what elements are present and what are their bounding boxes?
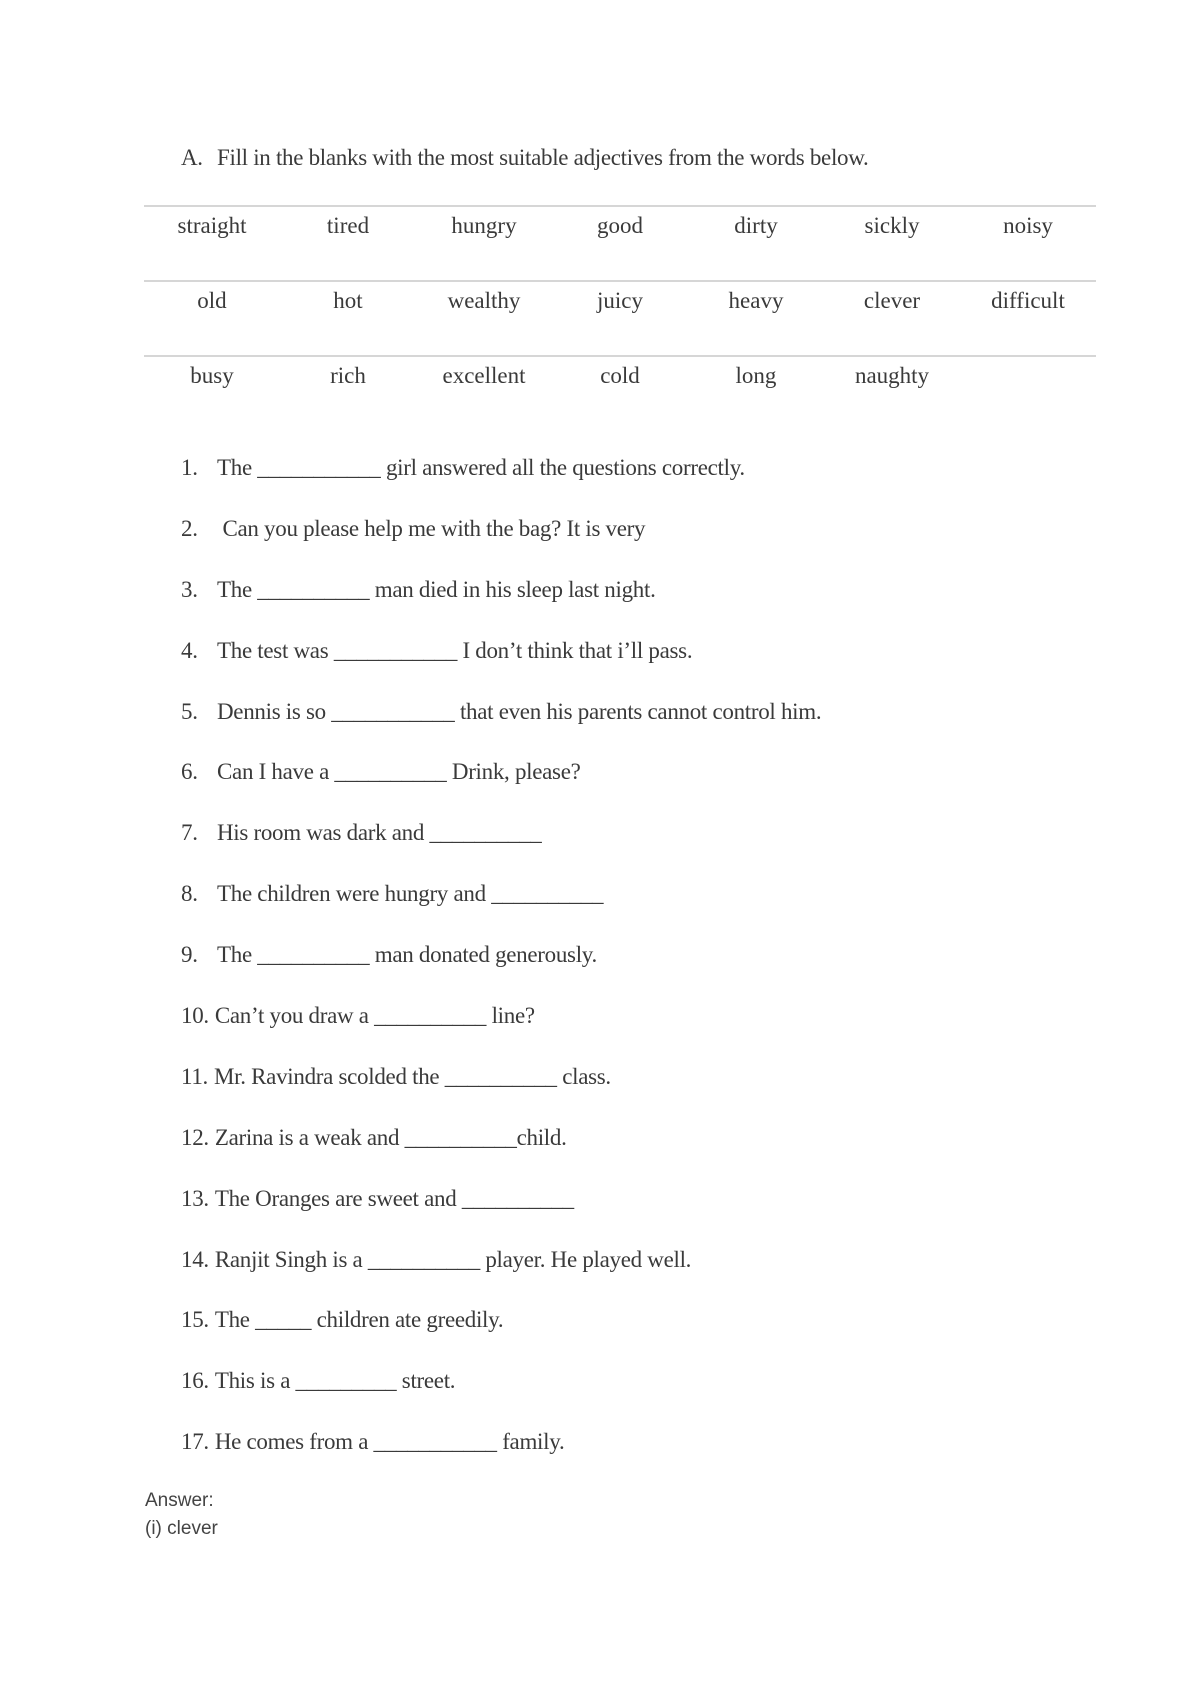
word-bank-cell: hungry: [416, 206, 552, 281]
word-bank-cell: sickly: [824, 206, 960, 281]
word-bank-cell: heavy: [688, 281, 824, 356]
word-bank-cell: excellent: [416, 356, 552, 431]
word-bank-cell: old: [144, 281, 280, 356]
question-text: Dennis is so ___________ that even his parents cannot control him.: [217, 698, 822, 724]
answer-section: [145, 1487, 218, 1543]
question-item: [181, 818, 821, 879]
word-bank-cell: wealthy: [416, 281, 552, 356]
word-bank-cell: noisy: [960, 206, 1096, 281]
question-item: [181, 514, 821, 575]
question-text: His room was dark and __________: [217, 820, 542, 846]
question-number: 8.: [181, 881, 198, 907]
word-bank-row: [144, 356, 1096, 431]
answer-item: (i) clever: [145, 1518, 218, 1539]
word-bank-cell: [960, 356, 1096, 431]
question-text: The __________ man donated generously.: [217, 942, 597, 968]
question-number: 16.: [181, 1368, 209, 1394]
word-bank-cell: rich: [280, 356, 416, 431]
instruction-text: Fill in the blanks with the most suitable adjectives from the words below.: [217, 145, 869, 170]
word-bank-cell: busy: [144, 356, 280, 431]
question-item: [181, 1305, 821, 1366]
question-number: 9.: [181, 942, 198, 968]
question-number: 14.: [181, 1246, 209, 1272]
word-bank-cell: dirty: [688, 206, 824, 281]
word-bank-cell: cold: [552, 356, 688, 431]
question-number: 7.: [181, 820, 198, 846]
question-text: Can you please help me with the bag? It is very: [217, 515, 646, 541]
question-item: [181, 879, 821, 940]
question-text: He comes from a ___________ family.: [214, 1429, 565, 1455]
word-bank-table: [144, 205, 1096, 431]
question-item: [181, 1123, 821, 1184]
question-number: 3.: [181, 576, 198, 602]
word-bank-cell: hot: [280, 281, 416, 356]
question-text: The ___________ girl answered all the questions correctly.: [217, 455, 745, 480]
question-number: 6.: [181, 759, 198, 785]
word-bank-cell: good: [552, 206, 688, 281]
word-bank-cell: straight: [144, 206, 280, 281]
question-item: [181, 575, 821, 636]
question-text: The Oranges are sweet and __________: [214, 1185, 574, 1211]
word-bank-cell: clever: [824, 281, 960, 356]
question-item: [181, 636, 821, 697]
answer-label: Answer:: [145, 1490, 214, 1511]
question-text: The _____ children ate greedily.: [214, 1307, 504, 1333]
question-item: [181, 1427, 821, 1488]
question-item: [181, 1245, 821, 1306]
question-text: Zarina is a weak and __________child.: [214, 1124, 567, 1150]
question-text: Can’t you draw a __________ line?: [214, 1003, 535, 1029]
question-item: [181, 453, 821, 514]
word-bank-cell: long: [688, 356, 824, 431]
question-item: [181, 1001, 821, 1062]
word-bank-cell: naughty: [824, 356, 960, 431]
question-text: The __________ man died in his sleep last night.: [217, 576, 656, 602]
question-number: 1.: [181, 455, 198, 480]
question-item: [181, 940, 821, 1001]
question-text: Can I have a __________ Drink, please?: [217, 759, 581, 785]
question-number: 13.: [181, 1185, 209, 1211]
question-item: [181, 1366, 821, 1427]
question-item: [181, 757, 821, 818]
question-item: [181, 1062, 821, 1123]
question-text: This is a _________ street.: [214, 1368, 456, 1394]
question-number: 12.: [181, 1124, 209, 1150]
instruction-heading: [181, 145, 869, 171]
question-text: The test was ___________ I don’t think that i’ll pass.: [217, 637, 693, 663]
question-number: 4.: [181, 637, 198, 663]
question-item: [181, 697, 821, 758]
question-number: 15.: [181, 1307, 209, 1333]
question-text: Ranjit Singh is a __________ player. He played well.: [214, 1246, 692, 1272]
word-bank-cell: tired: [280, 206, 416, 281]
question-number: 17.: [181, 1429, 209, 1455]
word-bank-row: [144, 206, 1096, 281]
word-bank-cell: juicy: [552, 281, 688, 356]
word-bank-cell: difficult: [960, 281, 1096, 356]
section-letter: A.: [181, 145, 203, 170]
question-number: 5.: [181, 698, 198, 724]
question-list: [181, 453, 821, 1488]
word-bank-row: [144, 281, 1096, 356]
question-number: 11.: [181, 1063, 208, 1089]
question-text: The children were hungry and __________: [217, 881, 604, 907]
question-number: 10.: [181, 1003, 209, 1029]
question-text: Mr. Ravindra scolded the __________ class.: [214, 1063, 611, 1089]
question-item: [181, 1184, 821, 1245]
question-number: 2.: [181, 515, 198, 541]
